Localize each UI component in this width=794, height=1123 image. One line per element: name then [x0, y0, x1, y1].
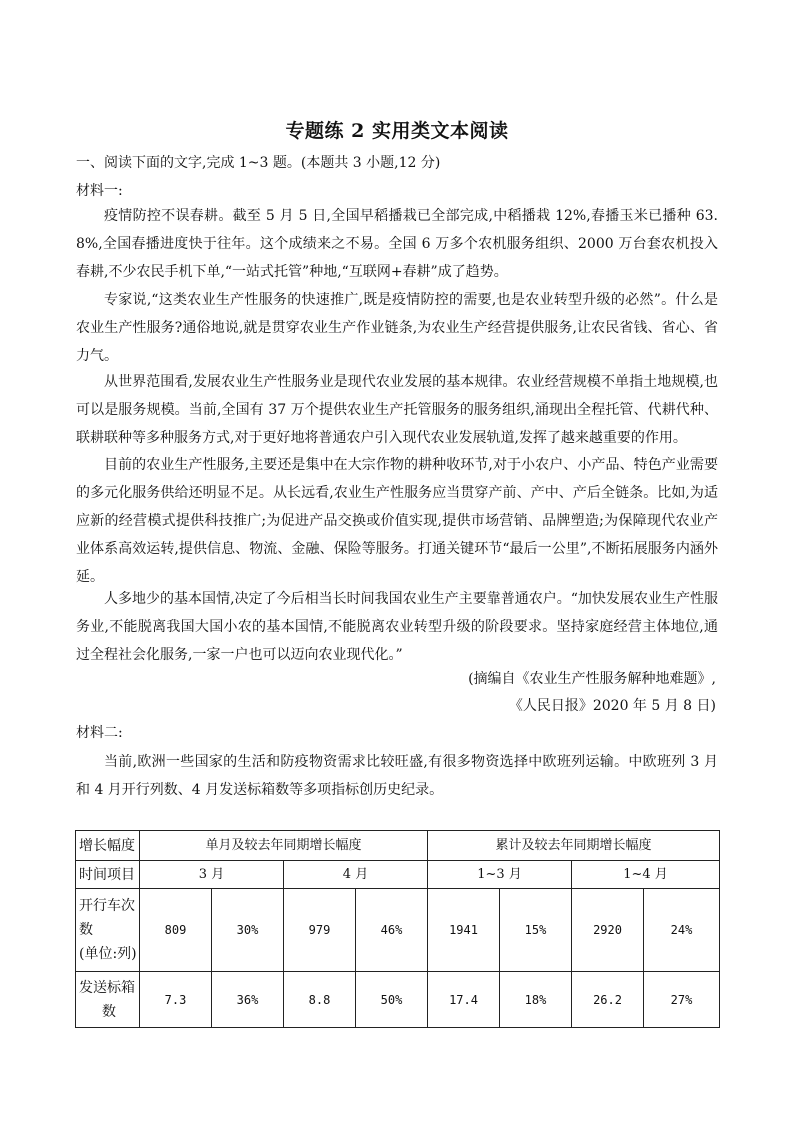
table-row-label — [76, 972, 140, 1028]
table-cell: 27% — [644, 972, 720, 1028]
material-one-paragraph-3: 从世界范围看,发展农业生产性服务业是现代农业发展的基本规律。农业经营规模不单指土地规模,也可以是服务规模。当前,全国有 37 万个提供农业生产托管服务的服务组织,涌现出全程托管、代耕代种、联耕联种等多种服务方式,对于更好地将普通农户引入现代农业发展轨道,发挥了越来越重要的作用。 — [76, 374, 718, 446]
table-corner-top: 增长幅度 — [76, 831, 140, 861]
table-group-cumulative: 累计及较去年同期增长幅度 — [428, 831, 720, 861]
table-period: 1~3 月 — [428, 861, 572, 889]
table-period: 4 月 — [284, 861, 428, 889]
table-cell: 809 — [140, 889, 212, 972]
table-period: 1~4 月 — [572, 861, 720, 889]
table-row — [76, 972, 720, 1028]
table-period: 3 月 — [140, 861, 284, 889]
table-cell: 18% — [500, 972, 572, 1028]
table-cell: 46% — [356, 889, 428, 972]
material-one-paragraph-1: 疫情防控不误春耕。截至 5 月 5 日,全国早稻播栽已全部完成,中稻播栽 12%,春播玉米已播种 63.8%,全国春播进度快于往年。这个成绩来之不易。全国 6 万多个农机服务组织、2000 万台套农机投入春耕,不少农民手机下单,“一站式托管”种地,“互联网+春耕”成了趋势。 — [76, 208, 718, 280]
row-label-line: 发送标箱 — [79, 979, 135, 996]
material-one-paragraph-5: 人多地少的基本国情,决定了今后相当长时间我国农业生产主要靠普通农户。“加快发展农业生产性服务业,不能脱离我国大国小农的基本国情,不能脱离农业转型升级的阶段要求。坚持家庭经营主体地位,通过全程社会化服务,一家一户也可以迈向农业现代化。” — [76, 591, 718, 663]
table-cell: 26.2 — [572, 972, 644, 1028]
table-period-row — [76, 861, 720, 889]
table-cell: 8.8 — [284, 972, 356, 1028]
question-instruction: 一、阅读下面的文字,完成 1~3 题。(本题共 3 小题,12 分) — [76, 155, 441, 171]
material-two-label: 材料二: — [76, 725, 123, 741]
table-cell: 50% — [356, 972, 428, 1028]
material-one-label: 材料一: — [76, 183, 123, 199]
row-label-line: 开行车次 — [79, 898, 135, 914]
material-one-source-line-1: (摘编自《农业生产性服务解种地难题》, — [468, 671, 716, 687]
table-cell: 7.3 — [140, 972, 212, 1028]
table-cell: 1941 — [428, 889, 500, 972]
table-cell: 24% — [644, 889, 720, 972]
rail-statistics-table — [75, 830, 720, 1028]
row-label-line: 数 — [79, 922, 93, 938]
table-cell: 2920 — [572, 889, 644, 972]
table-group-single-month: 单月及较去年同期增长幅度 — [140, 831, 428, 861]
table-corner-bottom: 时间项目 — [76, 861, 140, 889]
material-one-paragraph-2: 专家说,“这类农业生产性服务的快速推广,既是疫情防控的需要,也是农业转型升级的必然”。什么是农业生产性服务?通俗地说,就是贯穿农业生产作业链条,为农业生产经营提供服务,让农民省钱、省心、省力气。 — [76, 292, 718, 364]
table-cell: 979 — [284, 889, 356, 972]
material-one-source-line-2: 《人民日报》2020 年 5 月 8 日) — [508, 698, 716, 714]
table-row-label — [76, 889, 140, 972]
material-one-paragraph-4: 目前的农业生产性服务,主要还是集中在大宗作物的耕种收环节,对于小农户、小产品、特色产业需要的多元化服务供给还明显不足。从长远看,农业生产性服务应当贯穿产前、产中、产后全链条。比如,为适应新的经营模式提供科技推广;为促进产品交换或价值实现,提供市场营销、品牌塑造;为保障现代农业产业体系高效运转,提供信息、物流、金融、保险等服务。打通关键环节“最后一公里”,不断拓展服务内涵外延。 — [76, 457, 718, 585]
row-label-line: 数 — [102, 1003, 116, 1020]
table-cell: 36% — [212, 972, 284, 1028]
page-title: 专题练 2 实用类文本阅读 — [285, 120, 509, 142]
table-header-row — [76, 831, 720, 861]
table-cell: 17.4 — [428, 972, 500, 1028]
row-label-line: (单位:列) — [79, 946, 137, 962]
table-cell: 30% — [212, 889, 284, 972]
table-row — [76, 889, 720, 972]
table-cell: 15% — [500, 889, 572, 972]
material-two-paragraph: 当前,欧洲一些国家的生活和防疫物资需求比较旺盛,有很多物资选择中欧班列运输。中欧班列 3 月和 4 月开行列数、4 月发送标箱数等多项指标创历史纪录。 — [76, 754, 718, 798]
